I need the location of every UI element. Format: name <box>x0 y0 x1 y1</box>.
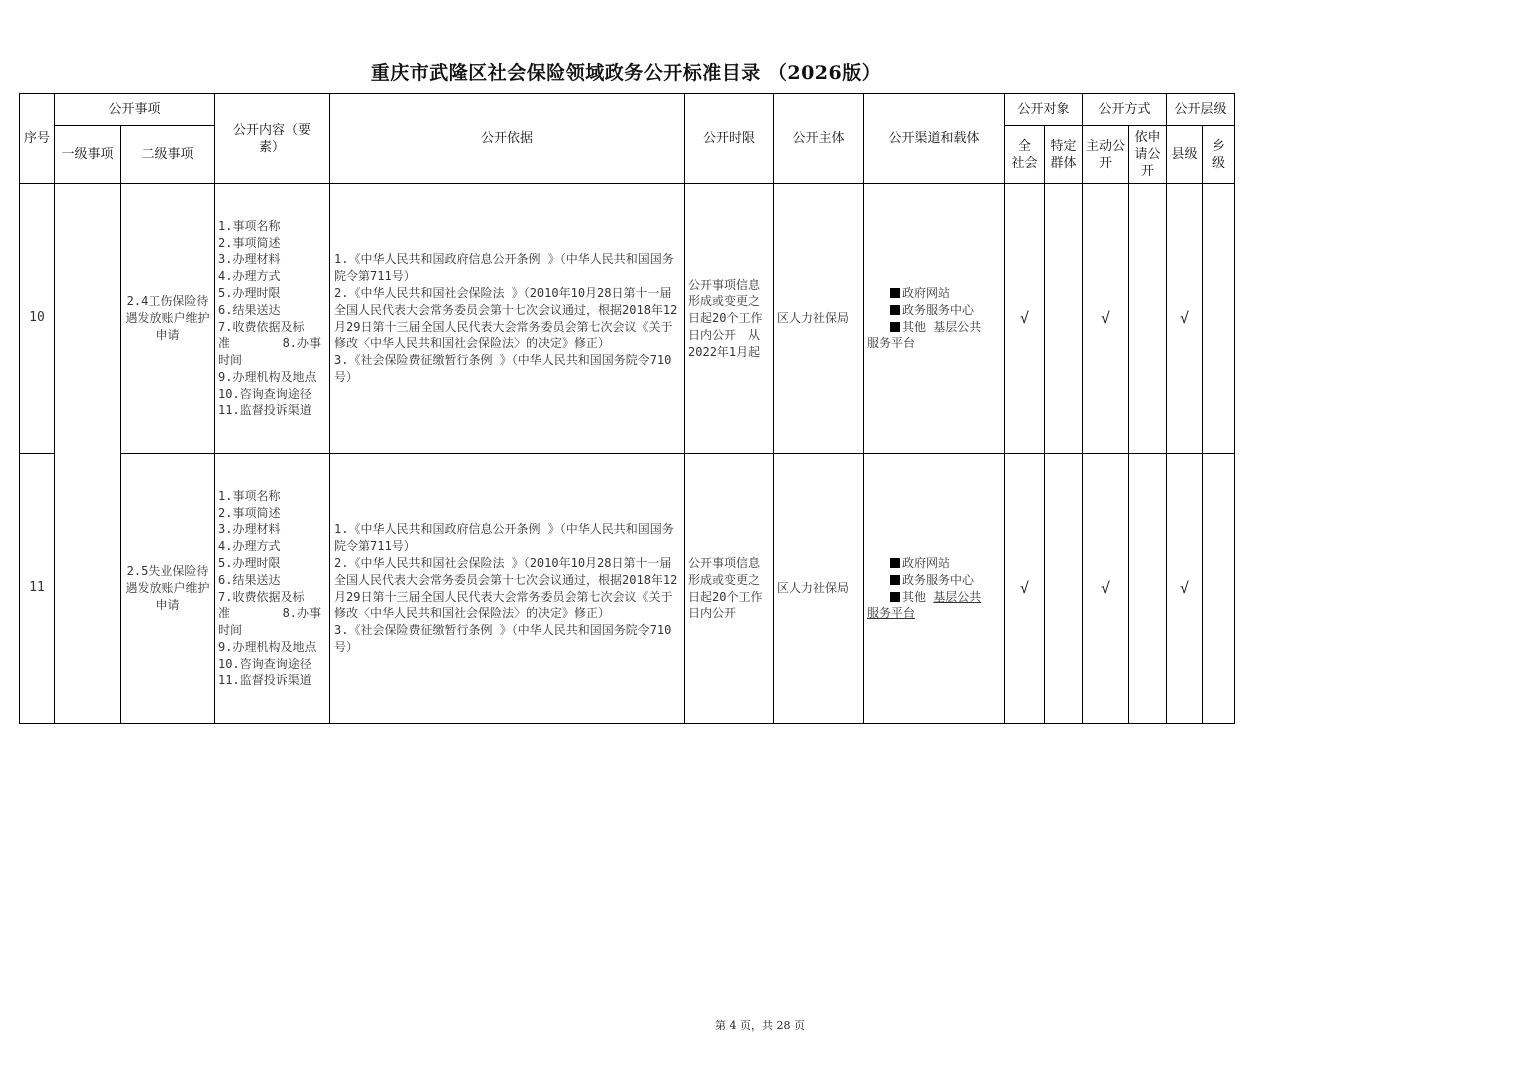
check-method-request <box>1129 184 1167 454</box>
table-row <box>20 454 1235 724</box>
element-item: 10.咨询查询途径 <box>218 386 312 401</box>
page-footer: 第 4 页，共 28 页 <box>715 1019 805 1032</box>
check-method-active: √ <box>1083 184 1129 454</box>
header-basis: 公开依据 <box>330 94 685 184</box>
check-target-all: √ <box>1005 454 1045 724</box>
header-target-all <box>1005 126 1045 184</box>
header-content-label: 公开内容（要素） <box>233 122 312 155</box>
channel-label: 政务服务中心 <box>902 572 975 587</box>
header-method-request-label: 依申请公开 <box>1134 130 1161 179</box>
check-method-active: √ <box>1083 454 1129 724</box>
row-seq: 10 <box>20 184 55 454</box>
row-subject: 区人力社保局 <box>774 184 864 454</box>
header-level-town <box>1203 126 1235 184</box>
header-level1: 一级事项 <box>55 126 121 184</box>
element-item: 1.事项名称 <box>218 218 281 233</box>
channel-item <box>864 589 1004 606</box>
element-item: 1.事项名称 <box>218 488 281 503</box>
element-item-wrap <box>218 605 327 622</box>
row-time-limit: 公开事项信息形成或变更之日起20个工作日内公开 从2022年1月起 <box>685 184 774 454</box>
header-target-specific-label: 特定群体 <box>1050 138 1077 171</box>
page-title: 重庆市武隆区社会保险领域政务公开标准目录 （2026版） <box>370 62 882 84</box>
checkbox-checked-icon <box>890 575 900 585</box>
channel-item <box>864 302 1004 319</box>
header-level-town-label: 乡级 <box>1212 138 1226 171</box>
element-item: 2.事项简述 <box>218 505 281 520</box>
channel-extra-underlined: 服务平台 <box>867 606 916 621</box>
element-item: 4.办理方式 <box>218 269 281 284</box>
channel-extra-wrap: 服务平台 <box>867 336 916 351</box>
element-item: 3.办理材料 <box>218 252 281 267</box>
checkbox-checked-icon <box>890 288 900 298</box>
element-item: 5.办理时限 <box>218 285 281 300</box>
element-item: 准 <box>218 336 231 351</box>
row-channels <box>864 184 1005 454</box>
header-channel: 公开渠道和载体 <box>864 94 1005 184</box>
check-level-town <box>1203 184 1235 454</box>
header-public-items: 公开事项 <box>55 94 215 126</box>
element-item: 时间 <box>218 353 243 368</box>
row-basis: 1.《中华人民共和国政府信息公开条例 》（中华人民共和国国务院令第711号） 2.《中华人民共和国社会保险法 》（2010年10月28日第十一届全国人民代表大会常务委员会第十七次会议通过，根据2018年12月29日第十三届全国人民代表大会常务委员会第七次会议《关于修改〈中华人民共和国社会保险法〉的决定》修正） 3.《社会保险费征缴暂行条例 》（中华人民共和国国务院令710号） <box>330 184 685 454</box>
channel-label: 政府网站 <box>902 555 951 570</box>
header-method: 公开方式 <box>1083 94 1167 126</box>
header-target-all-label: 全 社会 <box>1011 138 1038 171</box>
check-method-request <box>1129 454 1167 724</box>
header-time-limit: 公开时限 <box>685 94 774 184</box>
row-level2: 2.5失业保险待遇发放账户维护申请 <box>121 454 215 724</box>
channel-extra-part: 基层公共 <box>933 319 982 334</box>
element-item-wrap <box>218 335 327 352</box>
channel-item <box>864 555 1004 572</box>
checkbox-checked-icon <box>890 305 900 315</box>
header-level: 公开层级 <box>1167 94 1235 126</box>
channel-label: 政务服务中心 <box>902 302 975 317</box>
header-level2: 二级事项 <box>121 126 215 184</box>
element-item: 6.结果送达 <box>218 572 281 587</box>
element-item: 3.办理材料 <box>218 522 281 537</box>
check-target-specific <box>1045 184 1083 454</box>
row-elements <box>215 184 330 454</box>
header-method-active-label: 主动公开 <box>1086 138 1126 171</box>
channel-item <box>864 572 1004 589</box>
header-method-active <box>1083 126 1129 184</box>
element-item: 准 <box>218 606 231 621</box>
checkbox-checked-icon <box>890 322 900 332</box>
element-item: 11.监督投诉渠道 <box>218 673 312 688</box>
element-item: 7.收费依据及标 <box>218 319 305 334</box>
element-item: 2.事项简述 <box>218 235 281 250</box>
element-item: 6.结果送达 <box>218 302 281 317</box>
element-item: 10.咨询查询途径 <box>218 656 312 671</box>
standard-catalog-table <box>19 93 1235 724</box>
row-basis: 1.《中华人民共和国政府信息公开条例 》（中华人民共和国国务院令第711号） 2.《中华人民共和国社会保险法 》（2010年10月28日第十一届全国人民代表大会常务委员会第十七次会议通过，根据2018年12月29日第十三届全国人民代表大会常务委员会第七次会议《关于修改〈中华人民共和国社会保险法〉的决定》修正） 3.《社会保险费征缴暂行条例 》（中华人民共和国国务院令710号） <box>330 454 685 724</box>
check-target-specific <box>1045 454 1083 724</box>
header-method-request <box>1129 126 1167 184</box>
element-item: 11.监督投诉渠道 <box>218 403 312 418</box>
header-seq: 序号 <box>20 94 55 184</box>
row-seq: 11 <box>20 454 55 724</box>
element-item: 4.办理方式 <box>218 539 281 554</box>
row-channels <box>864 454 1005 724</box>
channel-item <box>864 285 1004 302</box>
channel-extra-wrap <box>864 605 1004 622</box>
channel-label: 政府网站 <box>902 285 951 300</box>
channel-label: 其他 <box>902 319 927 334</box>
check-level-town <box>1203 454 1235 724</box>
check-target-all: √ <box>1005 184 1045 454</box>
header-target-specific <box>1045 126 1083 184</box>
element-item: 时间 <box>218 623 243 638</box>
checkbox-checked-icon <box>890 592 900 602</box>
header-level-county: 县级 <box>1167 126 1203 184</box>
element-item: 8.办事 <box>282 336 322 351</box>
table-row <box>20 184 1235 454</box>
checkbox-checked-icon <box>890 558 900 568</box>
row-level2: 2.4工伤保险待遇发放账户维护申请 <box>121 184 215 454</box>
element-item: 8.办事 <box>282 606 322 621</box>
check-level-county: √ <box>1167 184 1203 454</box>
channel-item <box>864 319 1004 336</box>
header-target: 公开对象 <box>1005 94 1083 126</box>
check-level-county: √ <box>1167 454 1203 724</box>
channel-extra-part: 基层公共 <box>933 589 982 604</box>
row-subject: 区人力社保局 <box>774 454 864 724</box>
header-content <box>215 94 330 184</box>
row-time-limit: 公开事项信息形成或变更之日起20个工作日内公开 <box>685 454 774 724</box>
row-elements <box>215 454 330 724</box>
channel-label: 其他 <box>902 589 927 604</box>
element-item: 7.收费依据及标 <box>218 589 305 604</box>
element-item: 9.办理机构及地点 <box>218 639 317 654</box>
element-item: 5.办理时限 <box>218 555 281 570</box>
element-item: 9.办理机构及地点 <box>218 369 317 384</box>
header-subject: 公开主体 <box>774 94 864 184</box>
row-level1-empty <box>55 184 121 724</box>
